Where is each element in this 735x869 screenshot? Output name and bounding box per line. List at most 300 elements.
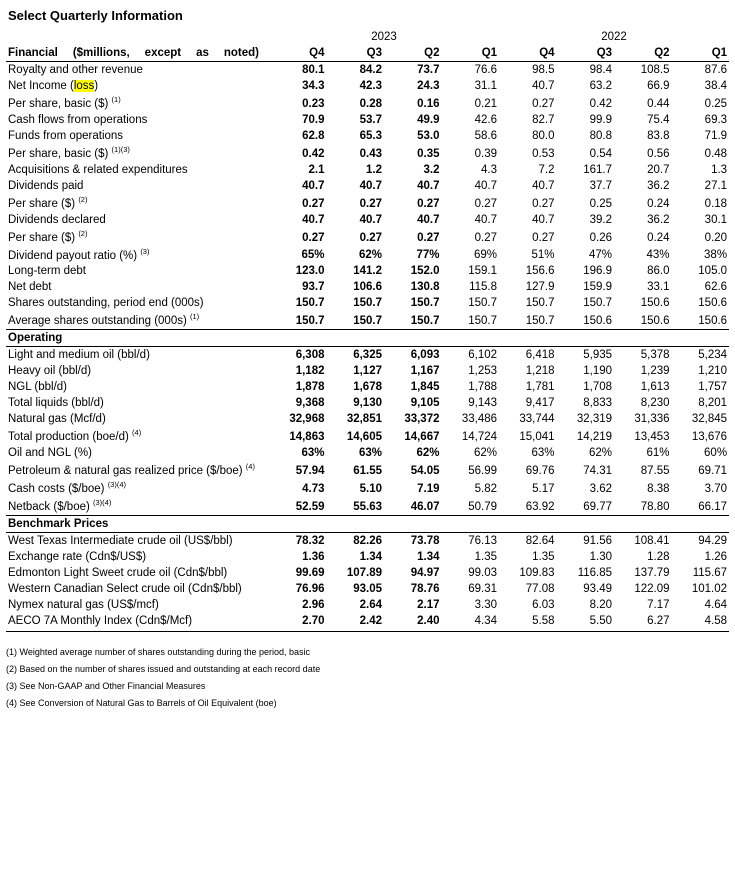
operating-value-1-0: 1,182 <box>295 365 325 378</box>
table-bottom-rule <box>6 631 729 632</box>
operating-value-0-0: 6,308 <box>295 349 325 362</box>
operating-value-9-2: 46.07 <box>410 500 440 513</box>
financial-value-15-7: 150.6 <box>698 315 728 328</box>
operating-label-5: Total production (boe/d) $^{(4)}$ <box>8 428 142 444</box>
financial-value-5-1: 0.43 <box>359 147 382 160</box>
operating-value-1-6: 1,239 <box>640 365 670 378</box>
benchmark-value-0-4: 82.64 <box>525 534 555 547</box>
benchmark-value-2-4: 109.83 <box>519 566 555 579</box>
financial-value-0-7: 87.6 <box>704 64 728 77</box>
benchmark-value-1-5: 1.30 <box>589 550 613 563</box>
benchmark-value-4-5: 8.20 <box>589 598 613 611</box>
section-title-operating: Operating <box>6 330 729 347</box>
financial-label-9: Dividends declared <box>8 213 106 226</box>
financial-value-2-6: 0.44 <box>647 97 670 110</box>
column-header-Q4-0: Q4 <box>269 45 327 62</box>
financial-value-6-6: 20.7 <box>647 163 670 176</box>
financial-value-2-5: 0.42 <box>589 97 613 110</box>
footnote-ref: (2) <box>78 194 88 204</box>
quarterly-information-table <box>6 29 729 629</box>
operating-label-6: Oil and NGL (%) <box>8 447 92 460</box>
financial-value-1-0: 34.3 <box>302 80 325 93</box>
financial-value-15-0: 150.7 <box>295 315 325 328</box>
operating-value-6-2: 62% <box>416 447 440 460</box>
operating-value-2-2: 1,845 <box>410 381 440 394</box>
benchmark-value-2-5: 116.85 <box>577 566 613 579</box>
benchmark-value-2-2: 94.97 <box>410 566 440 579</box>
financial-value-11-6: 43% <box>646 249 670 262</box>
operating-value-5-5: 14,219 <box>576 431 613 444</box>
column-header-Q2-6: Q2 <box>614 45 672 62</box>
financial-label-8: Per share ($) $^{(2)}$ <box>8 194 88 210</box>
operating-value-1-5: 1,190 <box>583 365 613 378</box>
operating-value-5-0: 14,863 <box>289 431 325 444</box>
benchmark-label-3: Western Canadian Select crude oil (Cdn$/bbl) <box>8 582 242 595</box>
financial-value-9-3: 40.7 <box>474 213 498 226</box>
operating-value-6-5: 62% <box>589 447 613 460</box>
section-header-benchmark <box>6 515 729 532</box>
operating-value-2-3: 1,788 <box>468 381 498 394</box>
financial-value-8-1: 0.27 <box>359 197 382 210</box>
financial-value-14-6: 150.6 <box>640 297 670 310</box>
benchmark-value-4-0: 2.96 <box>302 598 325 611</box>
operating-value-3-1: 9,130 <box>353 397 382 410</box>
operating-value-3-4: 9,417 <box>525 397 555 410</box>
operating-label-8: Cash costs ($/boe) $^{(3)(4)}$ <box>8 480 127 495</box>
benchmark-value-2-6: 137.79 <box>634 566 670 579</box>
benchmark-label-1: Exchange rate (Cdn$/US$) <box>8 550 147 563</box>
benchmark-value-5-3: 4.34 <box>474 614 498 627</box>
financial-value-3-2: 49.9 <box>417 113 440 126</box>
benchmark-value-0-0: 78.32 <box>295 534 325 547</box>
operating-value-9-1: 55.63 <box>353 500 382 513</box>
financial-value-9-5: 39.2 <box>589 213 613 226</box>
year-header-spacer <box>6 29 269 45</box>
benchmark-value-3-4: 77.08 <box>525 582 555 595</box>
table-row <box>6 94 729 112</box>
financial-value-12-7: 105.0 <box>698 265 728 278</box>
financial-value-14-4: 150.7 <box>525 297 555 310</box>
financial-value-4-4: 80.0 <box>532 129 555 142</box>
financial-value-8-3: 0.27 <box>474 197 498 210</box>
benchmark-value-3-7: 101.02 <box>691 582 728 595</box>
financial-value-7-0: 40.7 <box>302 179 325 192</box>
financial-value-7-6: 36.2 <box>647 179 670 192</box>
financial-value-8-4: 0.27 <box>532 197 555 210</box>
table-row <box>6 445 729 461</box>
financial-value-7-2: 40.7 <box>417 179 440 192</box>
financial-value-5-4: 0.53 <box>532 147 555 160</box>
column-header-Q1-7: Q1 <box>672 45 730 62</box>
financial-value-13-3: 115.8 <box>469 281 498 294</box>
operating-value-9-4: 63.92 <box>525 500 555 513</box>
operating-value-1-3: 1,253 <box>468 365 498 378</box>
section-title-benchmark: Benchmark Prices <box>6 515 729 532</box>
financial-value-3-6: 75.4 <box>647 113 670 126</box>
table-row <box>6 479 729 497</box>
benchmark-value-4-1: 2.64 <box>359 598 382 611</box>
benchmark-label-5: AECO 7A Monthly Index (Cdn$/Mcf) <box>8 614 193 627</box>
table-row <box>6 212 729 228</box>
operating-value-5-4: 15,041 <box>519 431 555 444</box>
operating-value-9-7: 66.17 <box>698 500 728 513</box>
financial-label-10: Per share ($) $^{(2)}$ <box>8 228 88 244</box>
benchmark-value-1-6: 1.28 <box>647 550 670 563</box>
financial-value-11-7: 38% <box>704 249 728 262</box>
highlight-mark: loss <box>73 80 95 93</box>
operating-value-2-1: 1,678 <box>353 381 382 394</box>
financial-value-11-3: 69% <box>474 249 498 262</box>
year-label-left: 2023 <box>371 31 397 43</box>
operating-value-4-4: 33,744 <box>519 413 555 426</box>
table-row <box>6 597 729 613</box>
financial-label-0: Royalty and other revenue <box>8 64 143 77</box>
operating-value-8-1: 5.10 <box>359 482 382 495</box>
financial-value-11-2: 77% <box>416 249 440 262</box>
operating-value-1-2: 1,167 <box>410 365 440 378</box>
footnote-ref: (3)(4) <box>107 480 127 490</box>
operating-label-2: NGL (bbl/d) <box>8 381 68 394</box>
financial-label-4: Funds from operations <box>8 129 124 142</box>
operating-value-5-1: 14,605 <box>346 431 382 444</box>
operating-label-1: Heavy oil (bbl/d) <box>8 365 92 378</box>
operating-value-6-3: 62% <box>474 447 498 460</box>
benchmark-value-3-1: 93.05 <box>353 582 382 595</box>
financial-value-2-0: 0.23 <box>302 97 325 110</box>
operating-value-8-2: 7.19 <box>417 482 440 495</box>
operating-value-8-5: 3.62 <box>589 482 613 495</box>
financial-value-5-5: 0.54 <box>589 147 613 160</box>
operating-value-7-0: 57.94 <box>295 465 325 478</box>
financial-value-6-3: 4.3 <box>481 163 498 176</box>
financial-value-0-4: 98.5 <box>532 64 555 77</box>
table-row <box>6 532 729 549</box>
financial-value-9-0: 40.7 <box>302 213 325 226</box>
financial-value-9-4: 40.7 <box>532 213 555 226</box>
financial-label-3: Cash flows from operations <box>8 113 148 126</box>
operating-value-3-7: 8,201 <box>698 397 728 410</box>
operating-value-7-2: 54.05 <box>410 465 440 478</box>
table-row <box>6 613 729 629</box>
financial-value-13-6: 33.1 <box>647 281 670 294</box>
benchmark-value-0-3: 76.13 <box>468 534 498 547</box>
benchmark-value-1-2: 1.34 <box>417 550 440 563</box>
financial-value-14-0: 150.7 <box>295 297 325 310</box>
financial-value-13-4: 127.9 <box>525 281 555 294</box>
financial-value-10-6: 0.24 <box>647 231 670 244</box>
benchmark-value-2-3: 99.03 <box>468 566 498 579</box>
table-row <box>6 395 729 411</box>
operating-value-3-5: 8,833 <box>583 397 613 410</box>
table-row <box>6 311 729 329</box>
financial-value-12-1: 141.2 <box>353 265 382 278</box>
operating-value-7-7: 69.71 <box>698 465 728 478</box>
financial-label-15: Average shares outstanding (000s) $^{(1)}$ <box>8 312 200 328</box>
operating-value-1-4: 1,218 <box>525 365 555 378</box>
operating-value-2-4: 1,781 <box>525 381 555 394</box>
operating-value-8-4: 5.17 <box>532 482 555 495</box>
table-row <box>6 497 729 515</box>
column-header-Q3-5: Q3 <box>557 45 615 62</box>
financial-value-13-2: 130.8 <box>410 281 440 294</box>
operating-value-0-3: 6,102 <box>468 349 498 362</box>
financial-value-0-3: 76.6 <box>474 64 498 77</box>
operating-value-6-4: 63% <box>531 447 555 460</box>
financial-value-4-5: 80.8 <box>589 129 613 142</box>
operating-value-1-7: 1,210 <box>698 365 728 378</box>
column-header-Q1-3: Q1 <box>442 45 500 62</box>
financial-value-4-1: 65.3 <box>359 129 382 142</box>
table-row <box>6 144 729 162</box>
benchmark-value-3-0: 76.96 <box>295 582 325 595</box>
financial-value-14-7: 150.6 <box>698 297 728 310</box>
benchmark-label-4: Nymex natural gas (US$/mcf) <box>8 598 159 611</box>
financial-value-15-5: 150.6 <box>583 315 613 328</box>
financial-value-8-6: 0.24 <box>647 197 670 210</box>
financial-value-3-5: 99.9 <box>589 113 613 126</box>
operating-value-7-3: 56.99 <box>468 465 498 478</box>
financial-value-3-7: 69.3 <box>704 113 728 126</box>
table-row <box>6 279 729 295</box>
financial-value-15-1: 150.7 <box>353 315 382 328</box>
benchmark-value-2-7: 115.67 <box>692 566 728 579</box>
footnote-1: (1) Weighted average number of shares outstanding during the period, basic <box>6 646 311 657</box>
operating-value-0-1: 6,325 <box>353 349 382 362</box>
operating-value-3-6: 8,230 <box>640 397 670 410</box>
operating-value-8-7: 3.70 <box>704 482 728 495</box>
financial-value-5-6: 0.56 <box>647 147 670 160</box>
operating-value-4-5: 32,319 <box>576 413 613 426</box>
column-header-Q4-4: Q4 <box>499 45 557 62</box>
financial-value-2-7: 0.25 <box>704 97 728 110</box>
financial-value-12-6: 86.0 <box>647 265 670 278</box>
financial-value-3-4: 82.7 <box>532 113 555 126</box>
footnote-4: (4) See Conversion of Natural Gas to Barrels of Oil Equivalent (boe) <box>6 698 277 709</box>
operating-value-0-6: 5,378 <box>640 349 670 362</box>
operating-value-7-4: 69.76 <box>525 465 555 478</box>
benchmark-value-1-1: 1.34 <box>359 550 382 563</box>
operating-value-4-3: 33,486 <box>461 413 498 426</box>
financial-label-2: Per share, basic ($) $^{(1)}$ <box>8 95 121 110</box>
financial-value-4-0: 62.8 <box>302 129 325 142</box>
benchmark-value-1-0: 1.36 <box>302 550 325 563</box>
operating-value-2-6: 1,613 <box>640 381 670 394</box>
financial-value-2-2: 0.16 <box>417 97 440 110</box>
financial-value-1-4: 40.7 <box>532 80 555 93</box>
financial-value-6-2: 3.2 <box>423 163 440 176</box>
financial-value-14-1: 150.7 <box>353 297 382 310</box>
financial-label-5: Per share, basic ($) $^{(1)(3)}$ <box>8 144 130 160</box>
financial-value-12-0: 123.0 <box>295 265 325 278</box>
benchmark-value-3-3: 69.31 <box>468 582 498 595</box>
benchmark-value-4-2: 2.17 <box>417 598 440 611</box>
operating-value-5-6: 13,453 <box>634 431 670 444</box>
operating-value-9-3: 50.79 <box>468 500 498 513</box>
financial-value-11-1: 62% <box>358 249 382 262</box>
financial-value-9-6: 36.2 <box>647 213 670 226</box>
operating-value-0-7: 5,234 <box>698 349 728 362</box>
financial-value-0-6: 108.5 <box>640 64 670 77</box>
financial-value-2-1: 0.28 <box>359 97 382 110</box>
financial-value-3-3: 42.6 <box>474 113 498 126</box>
column-header-Q2-2: Q2 <box>384 45 442 62</box>
operating-label-4: Natural gas (Mcf/d) <box>8 413 106 426</box>
financial-value-7-4: 40.7 <box>532 179 555 192</box>
benchmark-value-2-1: 107.89 <box>346 566 382 579</box>
benchmark-label-2: Edmonton Light Sweet crude oil (Cdn$/bbl) <box>8 566 228 579</box>
table-row <box>6 78 729 94</box>
benchmark-value-0-6: 108.41 <box>634 534 670 547</box>
financial-value-11-0: 65% <box>301 249 325 262</box>
financial-value-0-5: 98.4 <box>589 64 613 77</box>
financial-value-0-2: 73.7 <box>417 64 440 77</box>
footnote-ref: (2) <box>78 228 88 238</box>
financial-value-5-7: 0.48 <box>704 147 728 160</box>
table-row <box>6 565 729 581</box>
table-row <box>6 128 729 144</box>
financial-value-6-7: 1.3 <box>711 163 728 176</box>
financial-value-8-5: 0.25 <box>589 197 613 210</box>
operating-value-6-1: 63% <box>358 447 382 460</box>
financial-value-7-5: 37.7 <box>589 179 613 192</box>
operating-value-2-7: 1,757 <box>698 381 728 394</box>
financial-value-3-0: 70.9 <box>302 113 325 126</box>
financial-value-12-5: 196.9 <box>583 265 613 278</box>
financial-value-8-0: 0.27 <box>302 197 325 210</box>
financial-value-4-2: 53.0 <box>417 129 440 142</box>
financial-value-13-1: 106.6 <box>353 281 382 294</box>
section-header-operating <box>6 330 729 347</box>
financial-value-4-3: 58.6 <box>474 129 498 142</box>
table-row <box>6 162 729 178</box>
benchmark-value-0-7: 94.29 <box>698 534 728 547</box>
operating-value-8-6: 8.38 <box>647 482 670 495</box>
benchmark-value-1-3: 1.35 <box>474 550 498 563</box>
financial-label-14: Shares outstanding, period end (000s) <box>8 297 204 310</box>
financial-value-10-5: 0.26 <box>589 231 613 244</box>
financial-value-11-4: 51% <box>531 249 555 262</box>
financial-label-6: Acquisitions & related expenditures <box>8 163 188 176</box>
footnote-ref: (1)(3) <box>111 144 130 154</box>
operating-value-6-0: 63% <box>301 447 325 460</box>
financial-value-12-3: 159.1 <box>468 265 498 278</box>
financial-label-13: Net debt <box>8 281 52 294</box>
footnote-ref: (1) <box>189 312 200 322</box>
operating-value-7-6: 87.55 <box>640 465 670 478</box>
table-row <box>6 178 729 194</box>
benchmark-value-4-4: 6.03 <box>532 598 555 611</box>
footnote-ref: (4) <box>132 428 142 438</box>
table-row <box>6 411 729 427</box>
financial-value-12-4: 156.6 <box>525 265 555 278</box>
operating-value-5-3: 14,724 <box>461 431 498 444</box>
financial-header-label: Financial ($millions, except as noted) <box>6 45 269 62</box>
financial-value-9-2: 40.7 <box>417 213 440 226</box>
operating-value-6-6: 61% <box>646 447 670 460</box>
operating-value-2-0: 1,878 <box>295 381 325 394</box>
financial-value-1-5: 63.2 <box>589 80 613 93</box>
benchmark-value-5-2: 2.40 <box>417 614 440 627</box>
financial-value-15-6: 150.6 <box>640 315 670 328</box>
financial-value-14-2: 150.7 <box>410 297 440 310</box>
footnote-ref: (3) <box>140 246 150 256</box>
operating-value-7-5: 74.31 <box>583 465 613 478</box>
operating-value-9-6: 78.80 <box>640 500 670 513</box>
financial-value-10-1: 0.27 <box>359 231 382 244</box>
operating-value-9-5: 69.77 <box>583 500 613 513</box>
financial-value-1-3: 31.1 <box>474 80 498 93</box>
benchmark-value-4-7: 4.64 <box>704 598 728 611</box>
financial-value-10-4: 0.27 <box>532 231 555 244</box>
footnote-ref: (3)(4) <box>93 497 112 507</box>
financial-label-12: Long-term debt <box>8 265 86 278</box>
benchmark-value-4-3: 3.30 <box>474 598 498 611</box>
financial-label-7: Dividends paid <box>8 179 84 192</box>
footnotes <box>6 644 729 712</box>
table-row <box>6 549 729 565</box>
operating-value-2-5: 1,708 <box>583 381 613 394</box>
financial-value-5-0: 0.42 <box>302 147 325 160</box>
financial-value-4-6: 83.8 <box>647 129 670 142</box>
financial-value-2-4: 0.27 <box>532 97 555 110</box>
benchmark-value-3-6: 122.09 <box>634 582 670 595</box>
financial-label-11: Dividend payout ratio (%) $^{(3)}$ <box>8 246 150 262</box>
table-row <box>6 581 729 597</box>
operating-value-0-2: 6,093 <box>410 349 440 362</box>
table-row <box>6 295 729 311</box>
operating-value-5-7: 13,676 <box>691 431 728 444</box>
financial-value-10-2: 0.27 <box>417 231 440 244</box>
table-row <box>6 228 729 246</box>
financial-value-10-3: 0.27 <box>474 231 498 244</box>
financial-value-4-7: 71.9 <box>704 129 728 142</box>
financial-value-11-5: 47% <box>589 249 613 262</box>
financial-value-1-1: 42.3 <box>359 80 382 93</box>
benchmark-value-5-5: 5.50 <box>589 614 613 627</box>
financial-value-15-2: 150.7 <box>410 315 440 328</box>
footnote-ref: (1) <box>111 95 121 105</box>
operating-label-0: Light and medium oil (bbl/d) <box>8 349 150 362</box>
financial-value-6-0: 2.1 <box>308 163 325 176</box>
table-row <box>6 347 729 364</box>
financial-value-14-3: 150.7 <box>468 297 498 310</box>
operating-value-4-6: 31,336 <box>634 413 670 426</box>
column-header-Q3-1: Q3 <box>327 45 385 62</box>
operating-value-3-3: 9,143 <box>468 397 498 410</box>
financial-value-7-7: 27.1 <box>704 179 728 192</box>
financial-value-5-3: 0.39 <box>474 147 498 160</box>
financial-label-1: Net Income (loss) <box>8 80 99 93</box>
benchmark-value-2-0: 99.69 <box>295 566 325 579</box>
financial-value-10-0: 0.27 <box>302 231 325 244</box>
financial-value-15-4: 150.7 <box>525 315 555 328</box>
table-row <box>6 246 729 264</box>
financial-value-7-3: 40.7 <box>474 179 498 192</box>
operating-value-4-0: 32,968 <box>289 413 325 426</box>
benchmark-value-1-4: 1.35 <box>532 550 555 563</box>
table-row <box>6 461 729 479</box>
table-row <box>6 194 729 212</box>
benchmark-value-4-6: 7.17 <box>647 598 670 611</box>
financial-value-2-3: 0.21 <box>474 97 498 110</box>
financial-value-10-7: 0.20 <box>704 231 728 244</box>
table-row <box>6 112 729 128</box>
benchmark-value-3-2: 78.76 <box>410 582 440 595</box>
benchmark-value-1-7: 1.26 <box>704 550 728 563</box>
operating-value-7-1: 61.55 <box>353 465 382 478</box>
financial-value-3-1: 53.7 <box>359 113 382 126</box>
operating-value-9-0: 52.59 <box>295 500 325 513</box>
